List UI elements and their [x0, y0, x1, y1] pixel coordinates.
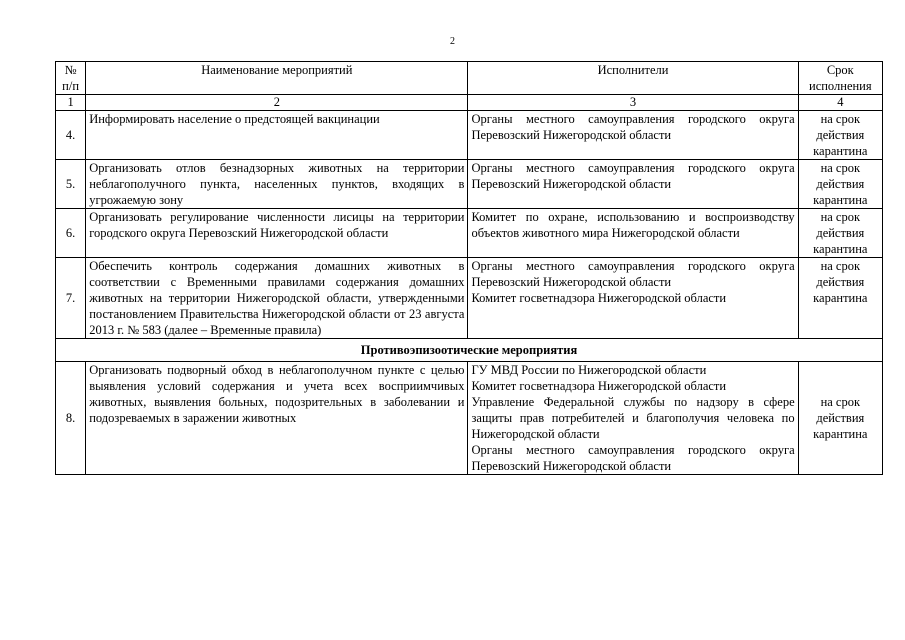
row-number: 8.	[56, 362, 86, 475]
table-row	[56, 362, 883, 475]
section-row	[56, 339, 883, 362]
table-body-a	[56, 111, 883, 339]
table-row	[56, 209, 883, 258]
executors-cell	[468, 258, 798, 339]
table-body-b	[56, 362, 883, 475]
header-name: Наименование мероприятий	[86, 62, 468, 95]
row-number: 6.	[56, 209, 86, 258]
deadline-cell: на срок действия карантина	[798, 362, 882, 475]
executor-entry: Органы местного самоуправления городского округа Перевозский Нижегородской области	[471, 443, 795, 473]
executors-cell	[468, 362, 798, 475]
executors-cell	[468, 209, 798, 258]
row-number: 7.	[56, 258, 86, 339]
executors-cell	[468, 111, 798, 160]
section-body	[56, 339, 883, 362]
measure-name: Обеспечить контроль содержания домашних животных в соответствии с Временными правилами содержания домашних животных на территории Нижегородской области, утвержденными постановлением Правительства Нижегородской области от 23 августа 2013 г. № 583 (далее – Временные правила)	[86, 258, 468, 339]
executor-entry: Управление Федеральной службы по надзору в сфере защиты прав потребителей и благополучия человека по Нижегородской области	[471, 395, 795, 441]
page-number: 2	[450, 36, 455, 47]
row-number: 4.	[56, 111, 86, 160]
index-row	[56, 95, 883, 111]
deadline-cell: на срок действия карантина	[798, 160, 882, 209]
executor-entry: Комитет госветнадзора Нижегородской области	[471, 291, 727, 305]
index-cell: 3	[468, 95, 798, 111]
deadline-cell: на срок действия карантина	[798, 111, 882, 160]
table-row	[56, 111, 883, 160]
table-row	[56, 160, 883, 209]
executor-entry: Органы местного самоуправления городского округа Перевозский Нижегородской области	[471, 161, 795, 191]
measures-table	[55, 61, 883, 475]
executor-entry: Органы местного самоуправления городского округа Перевозский Нижегородской области	[471, 259, 795, 289]
deadline-cell: на срок действия карантина	[798, 209, 882, 258]
executor-entry: Комитет госветнадзора Нижегородской области	[471, 379, 727, 393]
executor-entry: Комитет по охране, использованию и воспроизводству объектов животного мира Нижегородской области	[471, 210, 795, 240]
index-cell: 1	[56, 95, 86, 111]
measure-name: Организовать регулирование численности лисицы на территории городского округа Перевозский Нижегородской области	[86, 209, 468, 258]
measure-name: Информировать население о предстоящей вакцинации	[86, 111, 468, 160]
header-deadline: Срок исполнения	[798, 62, 882, 95]
executor-entry: Органы местного самоуправления городского округа Перевозский Нижегородской области	[471, 112, 795, 142]
section-title: Противоэпизоотические мероприятия	[56, 339, 883, 362]
header-executors: Исполнители	[468, 62, 798, 95]
executor-entry: ГУ МВД России по Нижегородской области	[471, 363, 707, 377]
measure-name: Организовать отлов безнадзорных животных на территории неблагополучного пункта, населенных пунктов, входящих в угрожаемую зону	[86, 160, 468, 209]
executors-cell	[468, 160, 798, 209]
deadline-cell: на срок действия карантина	[798, 258, 882, 339]
index-cell: 2	[86, 95, 468, 111]
row-number: 5.	[56, 160, 86, 209]
header-row	[56, 62, 883, 95]
index-cell: 4	[798, 95, 882, 111]
measure-name: Организовать подворный обход в неблагополучном пункте с целью выявления условий содержания и учета всех восприимчивых животных, выявления больных, подозрительных в заболевании и подозреваемых в заражении животных	[86, 362, 468, 475]
table-row	[56, 258, 883, 339]
header-num: № п/п	[56, 62, 86, 95]
